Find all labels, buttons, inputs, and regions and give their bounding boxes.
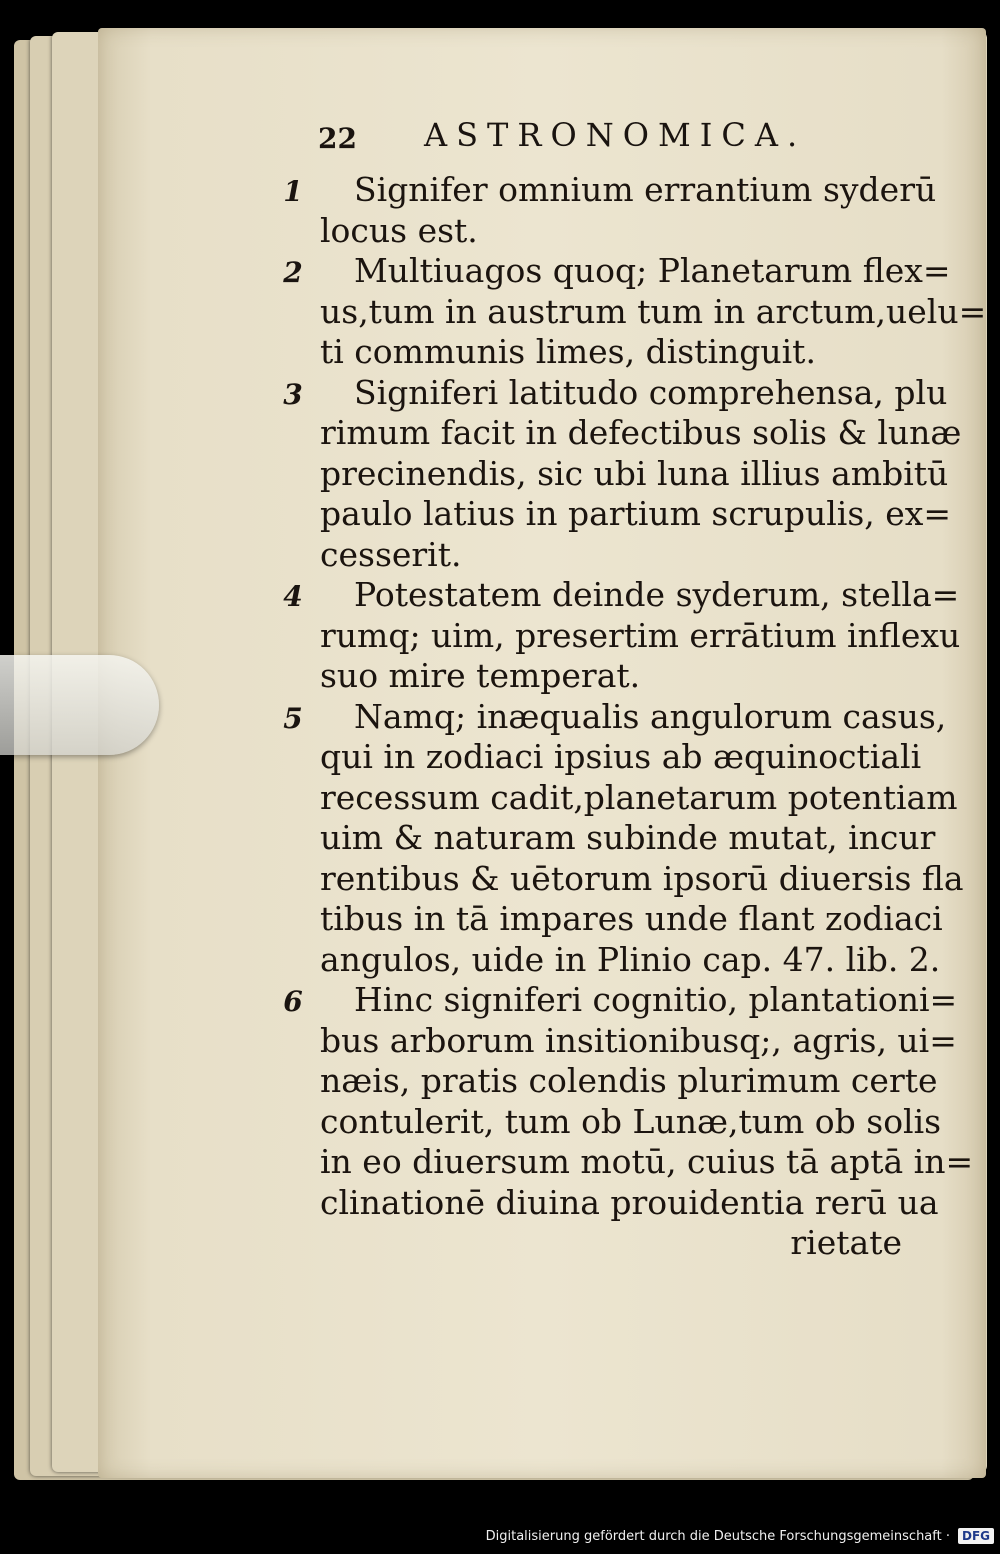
paragraph-number: 4 xyxy=(283,580,303,613)
text-line: rumq; uim, presertim errātium inflexu xyxy=(320,615,961,655)
text-line: clinationē diuina prouidentia rerū ua xyxy=(320,1182,939,1222)
text-line: bus arborum insitionibusq;, agris, ui= xyxy=(320,1020,957,1060)
catchword: rietate xyxy=(790,1223,902,1262)
paragraph-3 xyxy=(283,372,962,576)
paragraph-number: 3 xyxy=(283,377,303,411)
paragraph-number: 1 xyxy=(283,175,303,208)
paragraph-4 xyxy=(283,575,961,697)
text-line: contulerit, tum ob Lunæ,tum ob solis xyxy=(320,1101,942,1141)
text-line: qui in zodiaci ipsius ab æquinoctiali xyxy=(320,737,922,776)
paragraph-number: 6 xyxy=(283,985,303,1018)
text-block xyxy=(283,170,987,1264)
digitization-credit xyxy=(486,1524,994,1548)
text-line: Hinc signiferi cognitio, plantationi= xyxy=(354,980,958,1019)
paragraph-5 xyxy=(283,696,964,981)
text-line: tibus in tā impares unde flant zodiaci xyxy=(320,899,943,938)
text-line: locus est. xyxy=(320,210,478,250)
text-line: paulo latius in partium scrupulis, ex= xyxy=(320,494,952,533)
text-line: angulos, uide in Plinio cap. 47. lib. 2. xyxy=(320,939,941,979)
text-line: rimum facit in defectibus solis & lunæ xyxy=(320,413,962,452)
text-line: cesserit. xyxy=(320,534,462,574)
text-line: Potestatem deinde syderum, stella= xyxy=(354,575,960,614)
text-line: Signiferi latitudo comprehensa, plu xyxy=(354,372,948,412)
paragraph-number: 2 xyxy=(283,256,303,289)
text-line: rentibus & uētorum ipsorū diuersis fla xyxy=(320,858,964,898)
running-title: ASTRONOMICA. xyxy=(424,116,807,154)
text-line: uim & naturam subinde mutat, incur xyxy=(320,818,936,857)
text-line: næis, pratis colendis plurimum certe xyxy=(320,1061,938,1100)
paragraph-number: 5 xyxy=(283,701,303,735)
paragraph-2 xyxy=(283,251,987,373)
text-line: ti communis limes, distinguit. xyxy=(320,332,816,371)
paragraph-1 xyxy=(283,170,937,251)
text-line: suo mire temperat. xyxy=(320,656,641,695)
paragraph-6 xyxy=(283,980,974,1223)
dfg-logo-icon: DFG xyxy=(958,1528,994,1544)
page-header xyxy=(318,116,918,156)
text-line: recessum cadit,planetarum potentiam xyxy=(320,777,958,817)
credit-text: Digitalisierung gefördert durch die Deutsche Forschungsgemeinschaft · xyxy=(485,1528,950,1544)
page-number: 22 xyxy=(318,122,357,155)
text-line: in eo diuersum motū, cuius tā aptā in= xyxy=(320,1142,974,1181)
text-line: Signifer omnium errantium syderū xyxy=(354,170,937,209)
page-clip xyxy=(0,655,159,755)
text-line: us,tum in austrum tum in arctum,uelu= xyxy=(320,291,987,331)
text-line: precinendis, sic ubi luna illius ambitū xyxy=(320,453,949,493)
text-line: Namq; inæqualis angulorum casus, xyxy=(354,696,947,736)
text-line: Multiuagos quoq; Planetarum flex= xyxy=(354,251,951,290)
